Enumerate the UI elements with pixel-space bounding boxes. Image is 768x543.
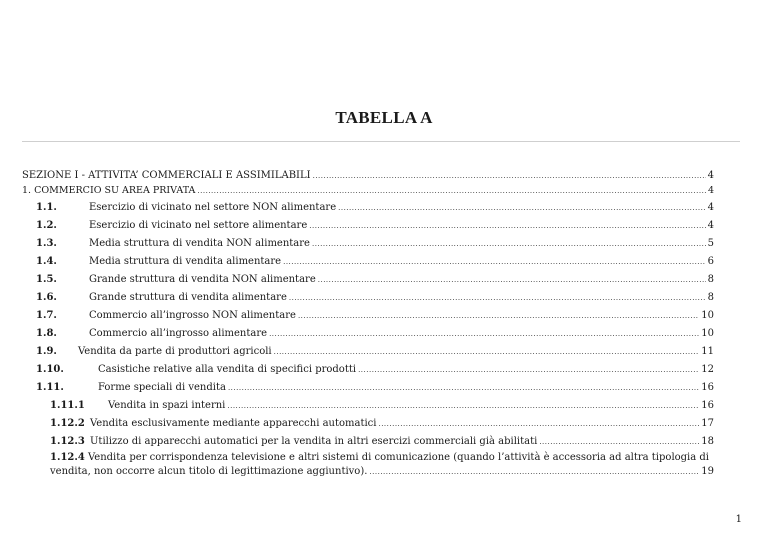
toc-entry[interactable] — [50, 418, 714, 430]
toc-leader — [269, 328, 699, 340]
toc-leader — [309, 220, 705, 232]
toc-entry-number: 1.7. — [36, 310, 57, 321]
toc-entry[interactable] — [36, 364, 714, 376]
toc-entry-label: Media struttura di vendita NON alimentare — [89, 238, 310, 249]
toc-entry-label: Esercizio di vicinato nel settore alimentare — [89, 220, 308, 231]
toc-entry-label: Commercio all’ingrosso alimentare — [89, 328, 268, 339]
toc-entry-label: Forme speciali di vendita — [98, 382, 226, 393]
toc-entry[interactable] — [50, 451, 714, 479]
toc-entry-page: 16 — [701, 382, 714, 393]
toc-leader — [539, 436, 699, 448]
toc-leader — [358, 364, 699, 376]
toc-entry-label: Vendita in spazi interni — [108, 400, 226, 411]
toc-leader — [283, 256, 706, 268]
toc-entry-label-continued: vendita, non occorre alcun titolo di legittimazione aggiuntivo). — [50, 466, 368, 477]
toc-entry[interactable] — [36, 346, 714, 358]
toc-entry-page: 19 — [701, 466, 714, 477]
page-number: 1 — [735, 514, 742, 525]
toc-entry[interactable] — [22, 185, 714, 197]
toc-entry[interactable] — [50, 400, 714, 412]
toc-entry-page: 10 — [701, 328, 714, 339]
toc-entry[interactable] — [36, 310, 714, 322]
toc-entry[interactable] — [36, 274, 714, 286]
toc-leader — [227, 400, 699, 412]
toc-entry-number: 1.11. — [36, 382, 64, 393]
toc-entry[interactable] — [50, 436, 714, 448]
toc-leader — [318, 274, 706, 286]
toc-entry-page: 17 — [701, 418, 714, 429]
toc-entry[interactable] — [36, 238, 714, 250]
toc-entry-label: Grande struttura di vendita NON alimentare — [89, 274, 316, 285]
toc-entry-page: 5 — [707, 238, 714, 249]
toc-entry-label: Commercio all’ingrosso NON alimentare — [89, 310, 296, 321]
toc-entry-page: 6 — [707, 256, 714, 267]
toc-entry-number: 1.5. — [36, 274, 57, 285]
toc-entry[interactable] — [36, 292, 714, 304]
toc-entry-number: 1.4. — [36, 256, 57, 267]
toc-entry-number: 1.8. — [36, 328, 57, 339]
toc-entry-page: 10 — [701, 310, 714, 321]
toc-entry-number: 1.3. — [36, 238, 57, 249]
title-rule — [22, 141, 740, 142]
toc-entry-page: 8 — [707, 292, 714, 303]
toc-entry-page: 18 — [701, 436, 714, 447]
toc-entry-page: 4 — [707, 202, 714, 213]
toc-entry[interactable] — [36, 256, 714, 268]
toc-entry-label: Vendita per corrispondenza televisione e altri sistemi di comunicazione (quando l’attività è accessoria ad altra tipologia di — [87, 452, 709, 463]
toc-entry-number: 1.12.2 — [50, 418, 85, 429]
toc-entry-number: 1.1. — [36, 202, 57, 213]
toc-entry-label: Utilizzo di apparecchi automatici per la vendita in altri esercizi commerciali già abilitati — [90, 436, 538, 447]
toc-leader — [378, 418, 699, 430]
toc-entry-label: Media struttura di vendita alimentare — [89, 256, 282, 267]
toc-entry-number: 1.11.1 — [50, 400, 85, 411]
toc-entry-page: 4 — [707, 185, 714, 196]
toc-leader — [313, 170, 706, 182]
toc-leader — [228, 382, 699, 394]
toc-entry-page: 4 — [707, 220, 714, 231]
toc-entry-number: 1.9. — [36, 346, 57, 357]
toc-entry-number: 1.10. — [36, 364, 64, 375]
toc-leader — [197, 185, 706, 197]
toc-entry-label: Grande struttura di vendita alimentare — [89, 292, 287, 303]
toc-leader — [338, 202, 706, 214]
toc-entry-page: 16 — [701, 400, 714, 411]
page-title: TABELLA A — [335, 108, 433, 127]
toc-entry-label: 1. COMMERCIO SU AREA PRIVATA — [22, 185, 196, 196]
toc-entry-page: 12 — [701, 364, 714, 375]
toc-entry-page: 11 — [701, 346, 714, 357]
toc-entry[interactable] — [36, 202, 714, 214]
toc-entry[interactable] — [36, 328, 714, 340]
toc-entry-number: 1.6. — [36, 292, 57, 303]
toc-leader — [298, 310, 699, 322]
toc-leader — [289, 292, 706, 304]
toc-entry-label: Esercizio di vicinato nel settore NON alimentare — [89, 202, 337, 213]
toc-entry[interactable] — [36, 382, 714, 394]
toc-entry-label: Casistiche relative alla vendita di specifici prodotti — [98, 364, 357, 375]
toc-leader — [369, 465, 699, 479]
toc-entry[interactable] — [22, 170, 714, 182]
toc-leader — [274, 346, 700, 358]
toc-entry-number: 1.12.3 — [50, 436, 85, 447]
toc-entry-page: 8 — [707, 274, 714, 285]
toc-entry-number: 1.12.4 — [50, 452, 85, 463]
toc-leader — [312, 238, 706, 250]
toc-entry-page: 4 — [707, 170, 714, 181]
toc-entry[interactable] — [36, 220, 714, 232]
toc-entry-label: Vendita esclusivamente mediante apparecchi automatici — [90, 418, 377, 429]
toc-entry-number: 1.2. — [36, 220, 57, 231]
toc-entry-label: Vendita da parte di produttori agricoli — [78, 346, 272, 357]
toc-entry-label: SEZIONE I - ATTIVITA’ COMMERCIALI E ASSIMILABILI — [22, 170, 311, 181]
